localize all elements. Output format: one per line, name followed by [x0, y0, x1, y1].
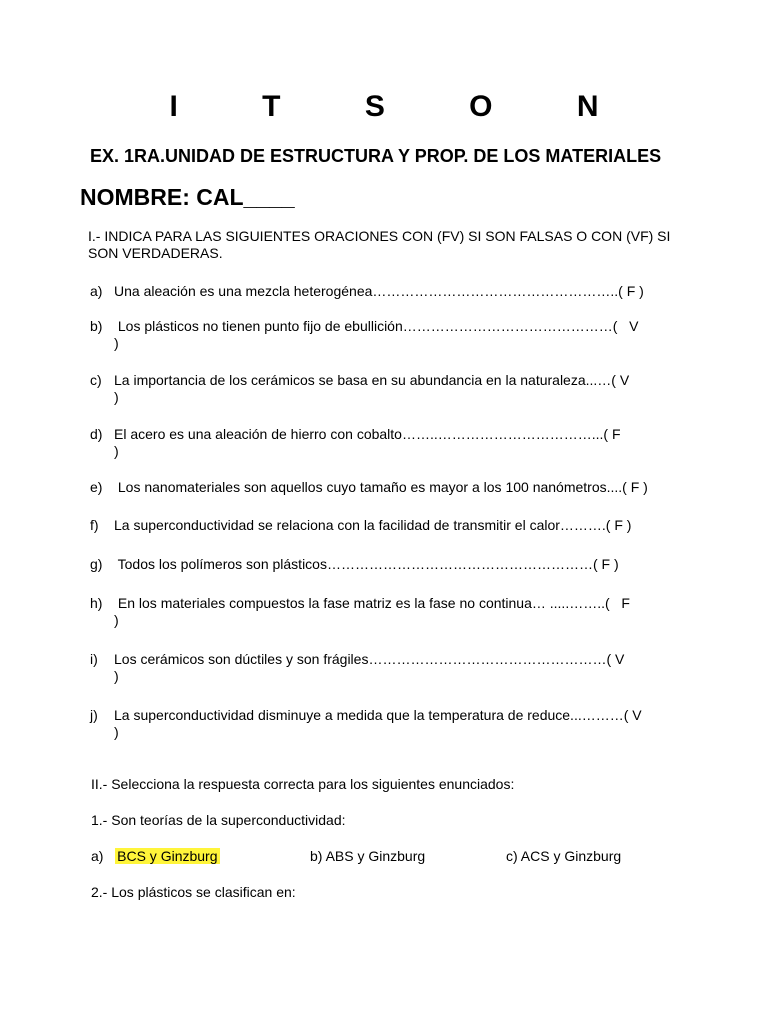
question-close-paren: ) [114, 612, 119, 628]
question-text: Una aleación es una mezcla heterogénea……………………………………………..( F ) [114, 283, 644, 299]
question-h [90, 595, 700, 629]
question-1: 1.- Son teorías de la superconductividad: [91, 812, 346, 828]
question-a [90, 283, 700, 300]
option-a [91, 848, 220, 864]
question-text: La superconductividad se relaciona con la facilidad de transmitir el calor……….( F ) [114, 517, 632, 533]
question-g [90, 556, 700, 573]
option-a-highlighted-answer: BCS y Ginzburg [117, 848, 218, 864]
option-c: c) ACS y Ginzburg [506, 848, 622, 864]
exam-subtitle: EX. 1RA.UNIDAD DE ESTRUCTURA Y PROP. DE LOS MATERIALES [90, 146, 662, 166]
question-j [90, 707, 700, 741]
question-d [90, 426, 700, 460]
question-letter: b) [90, 318, 103, 334]
option-b: b) ABS y Ginzburg [310, 848, 426, 864]
question-f [90, 517, 700, 534]
question-e [90, 479, 700, 496]
question-text: El acero es una aleación de hierro con cobalto……..……………………………...( F [114, 426, 621, 442]
question-letter: c) [90, 372, 102, 388]
question-close-paren: ) [114, 389, 119, 405]
student-name-line: NOMBRE: CAL____ [80, 184, 295, 210]
question-b [90, 318, 700, 352]
option-a-letter: a) [91, 848, 104, 864]
page-title: I T S O N [169, 90, 637, 123]
section1-instruction: I.- INDICA PARA LAS SIGUIENTES ORACIONES CON (FV) SI SON FALSAS O CON (VF) SI SON VERDADERAS. [88, 228, 671, 261]
question-close-paren: ) [114, 443, 119, 459]
section2-instruction: II.- Selecciona la respuesta correcta para los siguientes enunciados: [91, 776, 515, 792]
question-letter: d) [90, 426, 103, 442]
question-letter: g) [90, 556, 103, 572]
question-i [90, 651, 700, 685]
question-letter: a) [90, 283, 103, 299]
question-text: Todos los polímeros son plásticos…………………………………………………( F ) [114, 556, 619, 572]
question-text: Los plásticos no tienen punto fijo de ebullición………………………………………( V [114, 318, 639, 334]
question-2: 2.- Los plásticos se clasifican en: [91, 884, 296, 900]
question-letter: h) [90, 595, 103, 611]
question-close-paren: ) [114, 668, 119, 684]
question-close-paren: ) [114, 724, 119, 740]
question-text: La importancia de los cerámicos se basa en su abundancia en la naturaleza...…( V [114, 372, 630, 388]
question-letter: i) [90, 651, 98, 667]
question-c [90, 372, 700, 406]
question-text: Los nanomateriales son aquellos cuyo tamaño es mayor a los 100 nanómetros....( F ) [114, 479, 648, 495]
question-letter: j) [90, 707, 98, 723]
question-text: En los materiales compuestos la fase matriz es la fase no continua… .....……..( F [114, 595, 630, 611]
question-letter: f) [90, 517, 99, 533]
question-text: Los cerámicos son dúctiles y son frágiles……………………………………………( V [114, 651, 625, 667]
question-text: La superconductividad disminuye a medida que la temperatura de reduce...………( V [114, 707, 642, 723]
question-close-paren: ) [114, 335, 119, 351]
question-letter: e) [90, 479, 103, 495]
